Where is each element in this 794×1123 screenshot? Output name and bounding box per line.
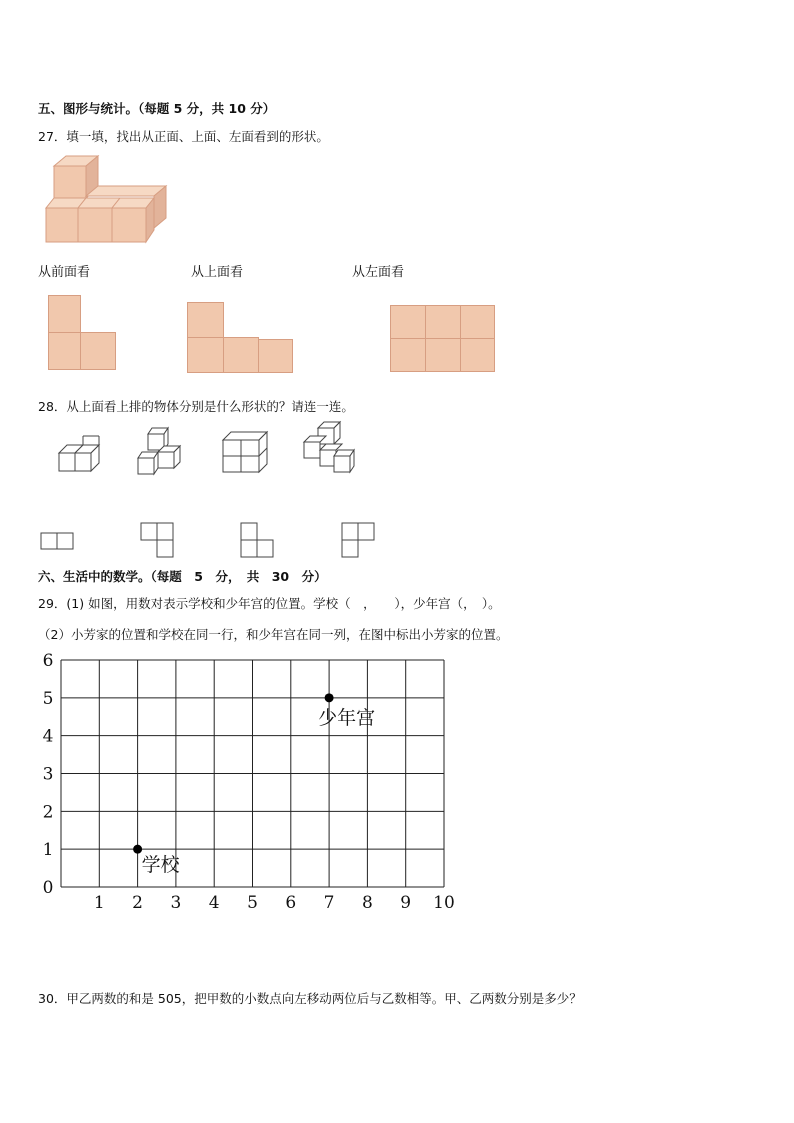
y-tick-label: 6 xyxy=(42,651,54,671)
x-tick-label: 5 xyxy=(247,893,258,913)
x-tick-label: 4 xyxy=(208,893,220,913)
q27-text: 27．填一填，找出从正面、上面、左面看到的形状。 xyxy=(38,129,329,144)
y-tick-label: 0 xyxy=(42,878,54,898)
q28-text: 28．从上面看上排的物体分别是什么形状的？请连一连。 xyxy=(38,399,354,414)
y-tick-label: 2 xyxy=(42,802,54,823)
location-label: 学校 xyxy=(141,854,180,877)
x-tick-label: 7 xyxy=(323,893,335,913)
q29-part2-text: （2）小芳家的位置和学校在同一行，和少年宫在同一列，在图中标出小芳家的位置。 xyxy=(38,627,509,642)
x-tick-label: 1 xyxy=(93,893,105,913)
y-tick-label: 1 xyxy=(42,840,54,861)
x-tick-label: 10 xyxy=(433,893,455,913)
x-tick-label: 3 xyxy=(170,893,182,913)
q29-part1-text: 29．(1) 如图，用数对表示学校和少年宫的位置。学校（ ， ），少年宫（， ）。 xyxy=(38,596,501,611)
x-tick-label: 9 xyxy=(400,893,412,913)
view-label-left: 从左面看 xyxy=(352,265,405,280)
view-label-front: 从前面看 xyxy=(38,265,91,280)
location-point xyxy=(133,845,142,854)
y-tick-label: 4 xyxy=(42,726,54,747)
y-tick-label: 3 xyxy=(42,764,54,785)
view-label-top: 从上面看 xyxy=(191,265,244,280)
x-tick-label: 6 xyxy=(285,893,297,913)
q30-text: 30．甲乙两数的和是 505，把甲数的小数点向左移动两位后与乙数相等。甲、乙两数分别是多少？ xyxy=(38,991,582,1006)
y-tick-label: 5 xyxy=(42,688,54,709)
x-tick-label: 2 xyxy=(132,893,144,913)
location-label: 少年宫 xyxy=(318,706,376,729)
section5-title: 五、图形与统计。（每题 5 分，共 10 分） xyxy=(38,101,276,116)
section6-title: 六、生活中的数学。（每题 5 分， 共 30 分） xyxy=(38,569,327,584)
x-tick-label: 8 xyxy=(361,893,373,913)
location-point xyxy=(325,693,334,702)
